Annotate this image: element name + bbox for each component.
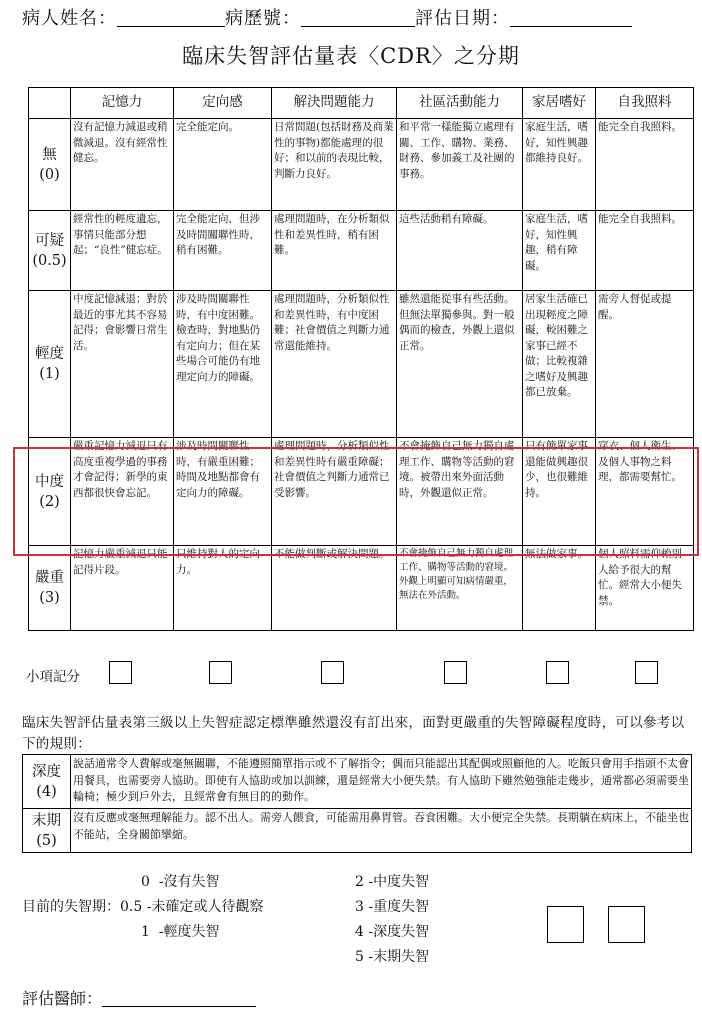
current-stage-label: 目前的失智期： [22, 899, 120, 915]
table-header-row [29, 88, 694, 119]
table-cell: 日常問題(包括財務及商業性的事物)都能處理的很好；和以前的表現比較，判斷力良好。 [272, 119, 397, 211]
legend-item: 1 -輕度失智 [141, 924, 220, 940]
stage-label: 末期 (5) [23, 809, 71, 853]
table-cell: 中度記憶減退；對於最近的事尤其不容易記得；會影響日常生活。 [71, 291, 174, 438]
table-cell: 經常性的輕度遺忘，事情只能部分想起；“良性”健忘症。 [71, 211, 174, 291]
extended-stages-table [22, 754, 692, 853]
legend-item: 0 -沒有失智 [141, 874, 220, 890]
corner-cell [29, 88, 71, 119]
table-cell: 能完全自我照料。 [596, 211, 694, 291]
stage-label: 可疑 (0.5) [29, 211, 71, 291]
stage-label: 嚴重 (3) [29, 546, 71, 631]
table-cell: 嚴重記憶力減退只有高度重複學過的事務才會記得；新學的東西都很快會忘記。 [71, 438, 174, 546]
doctor-label: 評估醫師： [22, 989, 103, 1008]
stage-label: 輕度 (1) [29, 291, 71, 438]
table-row [29, 291, 694, 438]
table-cell: 涉及時間關聯性時，有嚴重困難；時間及地點都會有定向力的障礙。 [174, 438, 272, 546]
table-cell: 完全能定向。 [174, 119, 272, 211]
score-checkbox[interactable] [109, 661, 132, 684]
legend-item: 5 -末期失智 [355, 949, 430, 965]
column-header: 家居嗜好 [523, 88, 596, 119]
stage-label: 中度 (2) [29, 438, 71, 546]
legend-item: 2 -中度失智 [355, 874, 430, 890]
table-cell: 記憶力嚴重減退只能記得片段。 [71, 546, 174, 631]
table-cell: 穿衣、個人衛生、及個人事物之料理，都需要幫忙。 [596, 438, 694, 546]
table-cell: 只維持對人的定向力。 [174, 546, 272, 631]
table-row [23, 809, 692, 853]
table-cell: 這些活動稍有障礙。 [397, 211, 523, 291]
table-cell: 無法做家事。 [523, 546, 596, 631]
date-field[interactable] [510, 8, 632, 27]
legend-item: 4 -深度失智 [355, 924, 430, 940]
stage-input-box[interactable] [608, 906, 645, 943]
stage-input-box[interactable] [547, 906, 584, 943]
column-header: 記憶力 [71, 88, 174, 119]
score-checkbox[interactable] [209, 661, 232, 684]
doctor-signature [22, 986, 256, 1009]
date-label: 評估日期： [415, 8, 510, 29]
record-no-field[interactable] [301, 8, 415, 27]
table-row [29, 119, 694, 211]
table-cell: 處理問題時，分析類似性和差異性時有嚴重障礙；社會價值之判斷力通常已受影響。 [272, 438, 397, 546]
table-cell: 處理問題時，在分析類似性和差異性時，稍有困難。 [272, 211, 397, 291]
table-cell: 涉及時間關聯性時，有中度困難。檢查時，對地點仍有定向力；但在某些場合可能仍有地理定向力的障礙。 [174, 291, 272, 438]
score-checkbox[interactable] [546, 661, 569, 684]
table-cell: 說話通常令人費解或毫無關聯，不能遵照簡單指示或不了解指令；偶而只能認出其配偶或照顧他的人。吃飯只會用手指頭不太會用餐具，也需要旁人協助。即使有人協助或加以訓練，還是經常大小便失禁。有人協助下雖然勉強能走幾步，通常都必須需要坐輪椅；極少到戶外去，且經常會有無目的的動作。 [71, 755, 692, 809]
legend-item: 0.5 -未確定或人待觀察 [120, 899, 264, 915]
doctor-field[interactable] [102, 990, 256, 1007]
note-text: 臨床失智評估量表第三級以上失智症認定標準雖然還沒有訂出來，面對更嚴重的失智障礙程度時，可以參考以下的規則： [22, 715, 685, 752]
stage-label: 深度 (4) [23, 755, 71, 809]
table-cell: 家庭生活，嗜好，知性興趣，稍有障礙。 [523, 211, 596, 291]
record-no-label: 病歷號： [225, 8, 301, 29]
table-cell: 沒有記憶力減退或稍微減退。沒有經常性健忘。 [71, 119, 174, 211]
subscore-label: 小項記分 [26, 669, 80, 685]
table-cell: 能完全自我照料。 [596, 119, 694, 211]
score-checkbox[interactable] [635, 661, 658, 684]
table-row [29, 211, 694, 291]
form-header [22, 4, 632, 30]
table-cell: 需旁人督促或提醒。 [596, 291, 694, 438]
table-cell: 雖然還能從事有些活動。但無法單獨參與。對一般偶而的檢查，外觀上還似正常。 [397, 291, 523, 438]
column-header: 自我照料 [596, 88, 694, 119]
table-cell: 和平常一樣能獨立處理有關、工作、購物、業務、財務、參加義工及社團的事務。 [397, 119, 523, 211]
column-header: 定向感 [174, 88, 272, 119]
table-row [23, 755, 692, 809]
column-header: 解決問題能力 [272, 88, 397, 119]
score-checkbox[interactable] [444, 661, 467, 684]
table-cell: 處理問題時，分析類似性和差異性時，有中度困難；社會價值之判斷力通常還能維持。 [272, 291, 397, 438]
table-cell: 個人照料需仰賴別人給予很大的幫忙。經常大小便失禁。 [596, 546, 694, 631]
stage-label: 無 (0) [29, 119, 71, 211]
table-cell: 不會掩飾自己無力獨自處理工作、購物等活動的窘境。被帶出來外面活動時，外觀還似正常。 [397, 438, 523, 546]
table-cell: 不能做判斷或解決問題。 [272, 546, 397, 631]
table-cell: 不會掩飾自己無力獨自處理工作、購物等活動的窘境。外觀上明顯可知病情嚴重，無法在外活動。 [397, 546, 523, 631]
table-cell: 沒有反應或毫無理解能力。認不出人。需旁人餵食，可能需用鼻胃管。吞食困難。大小便完全失禁。長期躺在病床上，不能坐也不能站，全身關節攣縮。 [71, 809, 692, 853]
page-title: 臨床失智評估量表〈CDR〉之分期 [182, 44, 520, 68]
table-cell: 只有簡單家事還能做興趣很少，也很難維持。 [523, 438, 596, 546]
legend-item: 3 -重度失智 [355, 899, 430, 915]
table-cell: 完全能定向，但涉及時間關聯性時，稍有困難。 [174, 211, 272, 291]
column-header: 社區活動能力 [397, 88, 523, 119]
table-row [29, 546, 694, 631]
table-cell: 家庭生活，嗜好，知性興趣都維持良好。 [523, 119, 596, 211]
patient-name-field[interactable] [117, 8, 225, 27]
table-cell: 居家生活確已出現輕度之障礙，較困難之家事已經不做；比較複雜之嗜好及興趣都已放棄。 [523, 291, 596, 438]
score-checkbox[interactable] [321, 661, 344, 684]
patient-name-label: 病人姓名： [22, 8, 117, 29]
highlight-box [13, 447, 699, 556]
